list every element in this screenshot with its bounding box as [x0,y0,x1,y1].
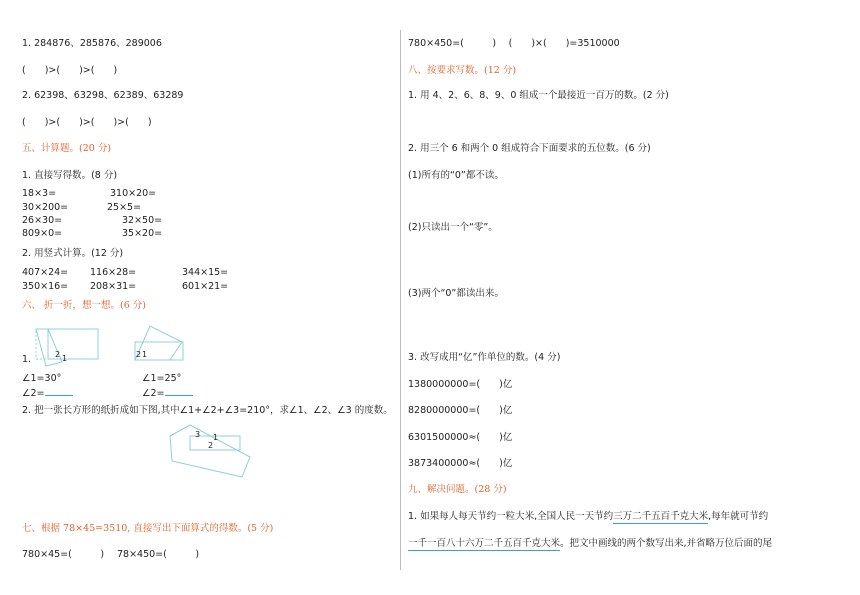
top-row: 780×450=( ) ( )×( )=3510000 [408,38,620,49]
calc-item: 310×20= [110,188,157,199]
underlined-number: 三万二千五百千克大米 [613,511,709,522]
figure-2-angle-2: ∠2= [142,388,165,399]
angle-label-1: 1 [142,350,148,359]
calc-item: 30×200= [22,202,69,213]
figure-1-angle-2-row [22,386,73,400]
column-divider [400,30,401,570]
angle-label-1: 1 [213,433,219,442]
underlined-number: 一千一百八十六万二千五百千克大米 [408,538,561,549]
answer-blank[interactable] [45,386,73,396]
figure-2-angle-2-row [142,386,193,400]
angle-label-2: 2 [55,350,61,359]
figure-1-prefix: 1. [22,354,32,365]
q1-numbers: 1. 284876、285876、289006 [22,38,162,49]
section-5-title: 五、计算题。(20 分) [22,143,112,154]
section-7-item: 780×45=( ) [22,549,105,560]
problem-text: 。把文中画线的两个数写出来,并省略万位后面的尾 [560,538,773,549]
vertical-item: 344×15= [182,267,229,278]
section-8-q2-a: (1)所有的“0”都不读。 [408,170,504,181]
angle-label-1: 1 [62,354,68,363]
yi-item: 6301500000≈( )亿 [408,432,513,443]
section-8-title: 八、按要求写数。(12 分) [408,65,517,76]
fold-figure-1 [28,322,106,370]
q1-blanks: ( )>( )>( ) [22,65,118,76]
yi-item: 3873400000≈( )亿 [408,458,513,469]
yi-item: 1380000000=( )亿 [408,379,513,390]
section-7-title: 七、根据 78×45=3510, 直接写出下面算式的得数。(5 分) [22,523,274,534]
section-7-item: 78×450=( ) [117,549,200,560]
q2-blanks: ( )>( )>( )>( ) [22,117,152,128]
figure-1-angle-1: ∠1=30° [22,373,62,384]
answer-blank[interactable] [165,386,193,396]
angle-label-2: 2 [208,441,214,450]
section-8-q2-c: (3)两个“0”都读出来。 [408,288,504,299]
section-5-q1: 1. 直接写得数。(8 分) [22,170,118,181]
fold-figure-2 [130,320,190,366]
section-5-q2: 2. 用竖式计算。(12 分) [22,248,124,259]
problem-text: 1. 如果每人每天节约一粒大米,全国人民一天节约 [408,511,614,522]
figure-1-angle-2: ∠2= [22,388,45,399]
calc-item: 35×20= [122,228,163,239]
problem-text: ,每年就可节约 [708,511,769,522]
section-8-q3: 3. 改写成用“亿”作单位的数。(4 分) [408,352,561,363]
problem-1-line-1 [408,511,768,523]
fold-figure-3 [164,421,254,479]
vertical-item: 407×24= [22,267,69,278]
vertical-item: 116×28= [90,267,137,278]
calc-item: 18×3= [22,188,57,199]
angle-label-3: 3 [195,430,201,439]
calc-item: 26×30= [22,215,63,226]
vertical-item: 350×16= [22,281,69,292]
problem-1-line-2 [408,538,772,550]
yi-item: 8280000000=( )亿 [408,405,513,416]
section-9-title: 九、解决问题。(28 分) [408,484,507,495]
calc-item: 32×50= [122,215,163,226]
vertical-item: 208×31= [90,281,137,292]
section-8-q2-b: (2)只读出一个“零”。 [408,222,498,233]
section-8-q1: 1. 用 4、2、6、8、9、0 组成一个最接近一百万的数。(2 分) [408,90,669,101]
calc-item: 25×5= [107,202,142,213]
q2-numbers: 2. 62398、63298、62389、63289 [22,90,184,101]
angle-label-2: 2 [136,350,142,359]
section-6-q2: 2. 把一张长方形的纸折成如下图,其中∠1+∠2+∠3=210°，求∠1、∠2、∠3 的度数。 [22,405,393,416]
section-8-q2: 2. 用三个 6 和两个 0 组成符合下面要求的五位数。(6 分) [408,143,651,154]
section-6-title: 六、 折一折，想一想。(6 分) [22,300,146,311]
figure-2-angle-1: ∠1=25° [142,373,182,384]
vertical-item: 601×21= [182,281,229,292]
calc-item: 809×0= [22,228,63,239]
